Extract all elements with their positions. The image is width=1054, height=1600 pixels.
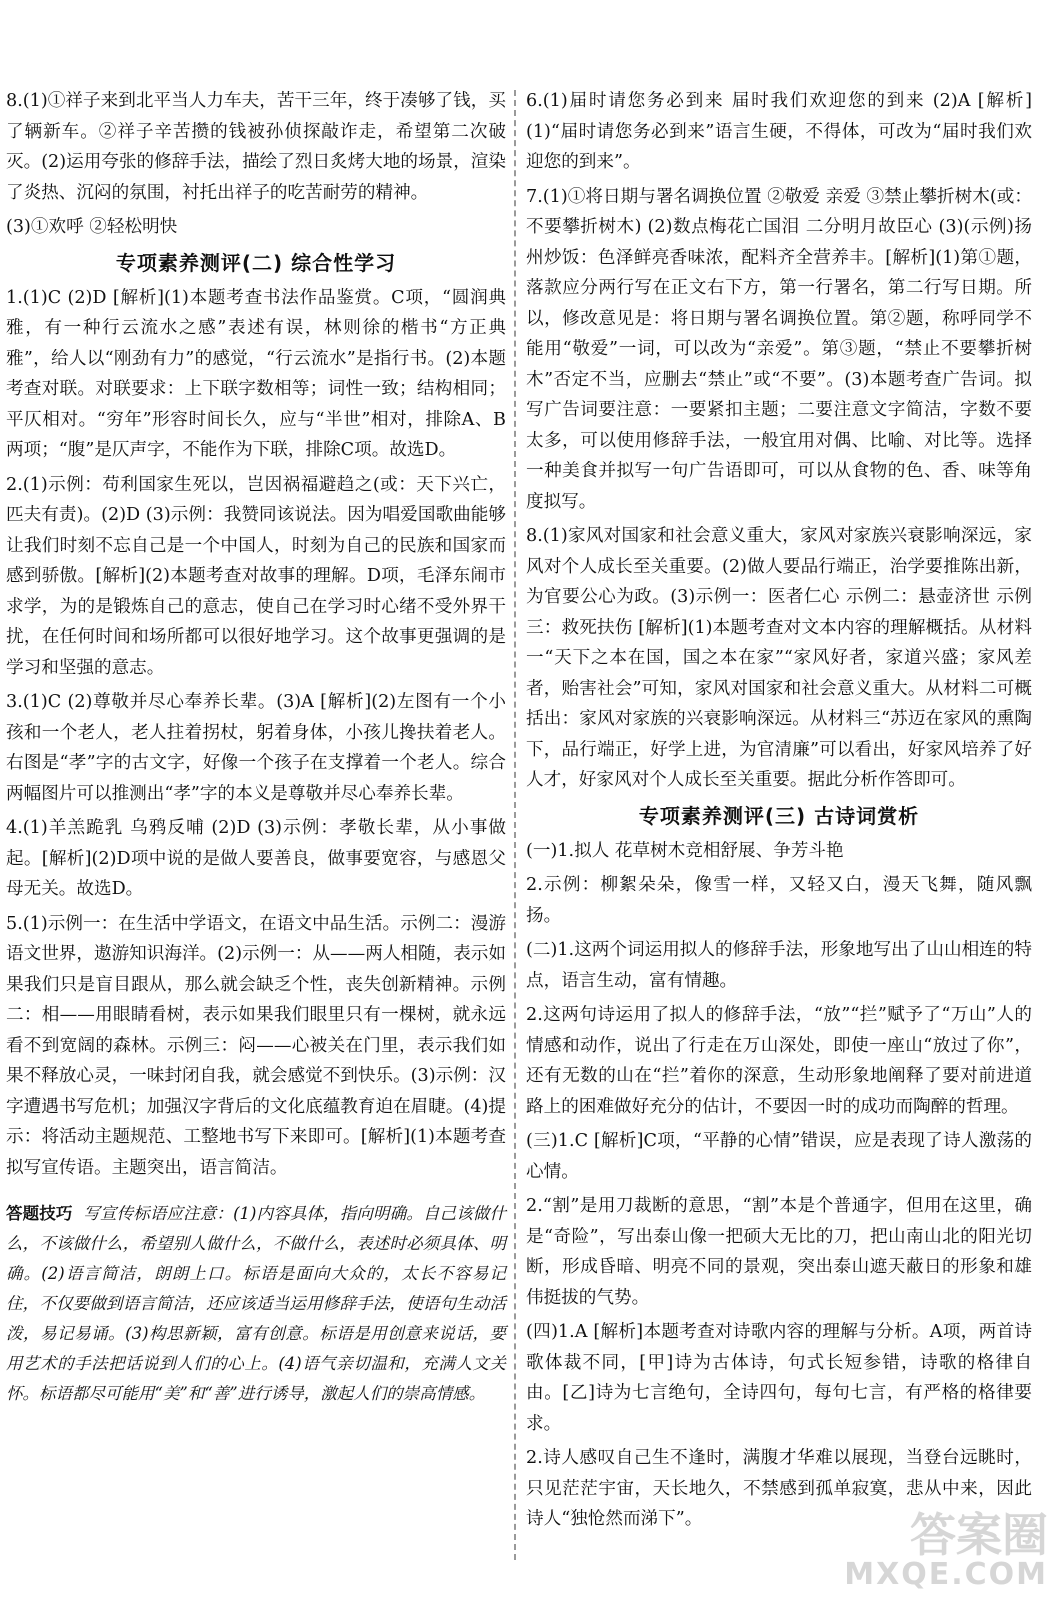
poem-3-1: (三)1.C [解析]C项，“平静的心情”错误，应是表现了诗人激荡的心情。 (526, 1131, 1032, 1182)
poem-2-2: 2.这两句诗运用了拟人的修辞手法，“放”“拦”赋予了“万山”人的情感和动作，说出了行走在万山深处，即使一座山“放过了你”，还有无数的山在“拦”着你的深意，生动形象地阐释了要对前进道路上的困难做好充分的估计，不要因一时的成功而陶醉的哲理。 (526, 1005, 1032, 1117)
poem-2-1: (二)1.这两个词运用拟人的修辞手法，形象地写出了山山相连的特点，语言生动，富有情趣。 (526, 940, 1032, 991)
tip-box (6, 1199, 506, 1409)
poem-3-2: 2.“割”是用刀裁断的意思，“割”本是个普通字，但用在这里，确是“奇险”，写出泰山像一把硕大无比的刀，把山南山北的阳光切断，形成昏暗、明亮不同的景观，突出泰山遮天蔽日的形象和雄伟挺拔的气势。 (526, 1196, 1032, 1308)
left-column (6, 86, 506, 1409)
tip-label: 答题技巧 (6, 1204, 73, 1223)
section-title-2: 专项素养测评(二) 综合性学习 (115, 250, 397, 275)
answer-6: 6.(1)届时请您务必到来 届时我们欢迎您的到来 (2)A [解析](1)“届时请您务必到来”语言生硬，不得体，可改为“届时我们欢迎您的到来”。 (526, 91, 1032, 172)
answer-4: 4.(1)羊羔跪乳 乌鸦反哺 (2)D (3)示例：孝敬长辈，从小事做起。[解析](2)D项中说的是做人要善良，做事要宽容，与感恩父母无关。故选D。 (6, 818, 506, 899)
answer-5: 5.(1)示例一：在生活中学语文，在语文中品生活。示例二：漫游语文世界，遨游知识海洋。(2)示例一：从——两人相随，表示如果我们只是盲目跟从，那么就会缺乏个性，丧失创新精神。示例二：相——用眼睛看树，表示如果我们眼里只有一棵树，就永远看不到宽阔的森林。示例三：闷——心被关在门里，表示我们如果不释放心灵，一味封闭自我，就会感觉不到快乐。(3)示例：汉字遭遇书写危机；加强汉字背后的文化底蕴教育迫在眉睫。(4)提示：将活动主题规范、工整地书写下来即可。[解析](1)本题考查拟写宣传语。主题突出，语言简洁。 (6, 913, 506, 1178)
answer-8-part3: (3)①欢呼 ②轻松明快 (6, 217, 178, 237)
answer-1: 1.(1)C (2)D [解析](1)本题考查书法作品鉴赏。C项，“圆润典雅，有一种行云流水之感”表述有误，林则徐的楷书“方正典雅”，给人以“刚劲有力”的感觉，“行云流水”是指行书。(2)本题考查对联。对联要求：上下联字数相等；词性一致；结构相同；平仄相对。“穷年”形容时间长久，应与“半世”相对，排除A、B两项；“腹”是仄声字，不能作为下联，排除C项。故选D。 (6, 287, 506, 460)
answer-2: 2.(1)示例：苟利国家生死以，岂因祸福避趋之(或：天下兴亡，匹夫有责)。(2)D (3)示例：我赞同该说法。因为唱爱国歌曲能够让我们时刻不忘自己是一个中国人，时刻为自己的民族和国家而感到骄傲。[解析](2)本题考查对故事的理解。D项，毛泽东闹市求学，为的是锻炼自己的意志，使自己在学习时心绪不受外界干扰，在任何时间和场所都可以很好地学习。这个故事更强调的是学习和坚强的意志。 (6, 474, 506, 678)
column-divider (514, 90, 516, 1560)
answer-3: 3.(1)C (2)尊敬并尽心奉养长辈。(3)A [解析](2)左图有一个小孩和一个老人，老人拄着拐杖，躬着身体，小孩儿搀扶着老人。右图是“孝”字的古文字，好像一个孩子在支撑着一个老人。综合两幅图片可以推测出“孝”字的本义是尊敬并尽心奉养长辈。 (6, 692, 506, 804)
watermark-logo (844, 1508, 1048, 1592)
watermark-url: MXQE.COM (844, 1557, 1048, 1592)
section-title-3: 专项素养测评(三) 古诗词赏析 (638, 803, 920, 828)
right-column (526, 86, 1032, 1539)
answer-8: 8.(1)①祥子来到北平当人力车夫，苦干三年，终于凑够了钱，买了辆新车。②祥子辛苦攒的钱被孙侦探敲诈走，希望第二次破灭。(2)运用夸张的修辞手法，描绘了烈日炙烤大地的场景，渲染了炎热、沉闷的氛围，衬托出祥子的吃苦耐劳的精神。 (6, 91, 506, 203)
watermark-text: 答案圈 (910, 1508, 1048, 1562)
poem-4-2: 2.诗人感叹自己生不逢时，满腹才华难以展现，当登台远眺时，只见茫茫宇宙，天长地久，不禁感到孤单寂寞，悲从中来，因此诗人“独怆然而涕下”。 (526, 1448, 1032, 1529)
answer-8-right: 8.(1)家风对国家和社会意义重大，家风对家族兴衰影响深远，家风对个人成长至关重要。(2)做人要品行端正，治学要推陈出新，为官要公心为政。(3)示例一：医者仁心 示例二：悬壶济世 示例三：救死扶伤 [解析](1)本题考查对文本内容的理解概括。从材料一“天下之本在国，国之本在家”“家风好者，家道兴盛；家风差者，贻害社会”可知，家风对国家和社会意义重大。从材料二可概括出：家风对家族的兴衰影响深远。从材料三“苏迈在家风的熏陶下，品行端正，好学上进，为官清廉”可以看出，好家风培养了好人才，好家风对个人成长至关重要。据此分析作答即可。 (526, 526, 1032, 790)
poem-1-1: (一)1.拟人 花草树木竞相舒展、争芳斗艳 (526, 840, 844, 861)
answer-7: 7.(1)①将日期与署名调换位置 ②敬爱 亲爱 ③禁止攀折树木(或：不要攀折树木) (2)数点梅花亡国泪 二分明月故臣心 (3)(示例)扬州炒饭：色泽鲜亮香味浓，配料齐全营养丰。[解析](1)第①题，落款应分两行写在正文右下方，第一行署名，第二行写日期。所以，修改意见是：将日期与署名调换位置。第②题，称呼同学不能用“敬爱”一词，可以改为“亲爱”。第③题，“禁止不要攀折树木”否定不当，应删去“禁止”或“不要”。(3)本题考查广告词。拟写广告词要注意：一要紧扣主题；二要注意文字简洁，字数不要太多，可以使用修辞手法，一般宜用对偶、比喻、对比等。选择一种美食并拟写一句广告语即可，可以从食物的色、香、味等角度拟写。 (526, 186, 1032, 512)
tip-text: 写宣传标语应注意：(1)内容具体，指向明确。自己该做什么，不该做什么，希望别人做什么，不做什么，表述时必须具体、明确。(2)语言简洁，朗朗上口。标语是面向大众的，太长不容易记住，不仅要做到语言简洁，还应该适当运用修辞手法，使语句生动活泼，易记易诵。(3)构思新颖，富有创意。标语是用创意来说话，要用艺术的手法把话说到人们的心上。(4)语气亲切温和，充满人文关怀。标语都尽可能用“美”和“善”进行诱导，激起人们的崇高情感。 (6, 1204, 507, 1403)
poem-4-1: (四)1.A [解析]本题考查对诗歌内容的理解与分析。A项，两首诗歌体裁不同，[甲]诗为古体诗，句式长短参错，诗歌的格律自由。[乙]诗为七言绝句，全诗四句，每句七言，有严格的格律要求。 (526, 1322, 1032, 1434)
poem-1-2: 2.示例：柳絮朵朵，像雪一样，又轻又白，漫天飞舞，随风飘扬。 (526, 875, 1032, 926)
